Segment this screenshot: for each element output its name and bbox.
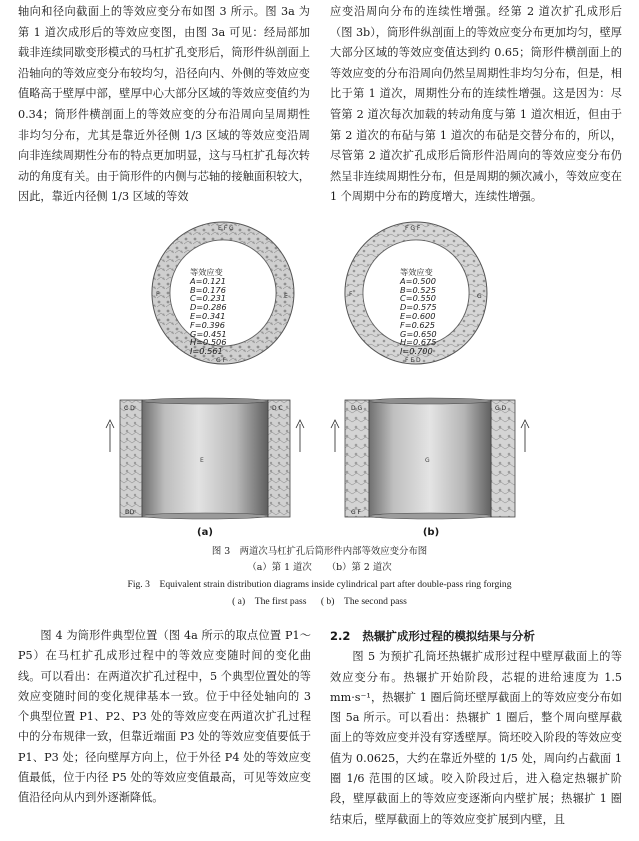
svg-text:F G F: F G F: [405, 225, 421, 232]
svg-text:G: G: [477, 293, 482, 300]
svg-text:E: E: [200, 457, 204, 464]
subcaption-en-b: ( b) The second pass: [320, 596, 407, 607]
svg-text:F: F: [156, 291, 160, 298]
section-title: 热辗扩成形过程的模拟结果与分析: [362, 629, 535, 643]
subfigure-label-b: (b): [422, 527, 440, 538]
legend-entry: I=0.561: [190, 346, 223, 357]
legend-entry: D=0.575: [400, 302, 437, 313]
legend-entry: G=0.451: [190, 328, 227, 339]
svg-text:DD: DD: [125, 509, 135, 516]
paragraph: 应变沿周向分布的连续性增强。经第 2 道次扩孔成形后（图 3b），筒形件纵剖面上的等效应变分布更加均匀，壁厚大部分区域的等效应变值达到约 0.65；筒形件横剖面上的等效应变的分布沿周向仍然呈周期性非均匀分布，但是，相比于第 1 道次，周期性分布的连续性增强。这是因为：尽管第 2 道次每次加载的转动角度与第 1 道次相近，但由于第 2 道次的布砧与第 1 道次的布砧是交替分布的，所以，尽管第 2 道次扩孔成形后筒形件沿周向的等效应变分布仍然呈非连续周期性分布，但是周期的频次减小，等效应变在 1 个周期中分布的跨度增大，连续性增强。: [330, 5, 622, 204]
section-number: 2.2: [330, 629, 351, 643]
svg-text:E F G: E F G: [218, 225, 234, 232]
cylinder-longitudinal-section-a: [100, 396, 310, 521]
svg-text:G F: G F: [216, 357, 227, 364]
figure-caption-cn: 图 3 两道次马杠扩孔后筒形件内部等效应变分布图: [211, 546, 428, 557]
legend-entry: C=0.550: [400, 293, 437, 304]
paragraph: 图 5 为预扩孔筒坯热辗扩成形过程中壁厚截面上的等效应变分布。热辗扩开始阶段，芯辊的进给速度为 1.5 mm·s⁻¹，热辗扩 1 圈后筒坯壁厚截面上的等效应变分布如图 5a 所示。可以看出：热辗扩 1 圈后，整个周向壁厚截面上的等效应变并没有穿透壁厚。筒坯咬入阶段的等效应变值为 0.0625，大约在靠近外壁的 1/5 处，周向约占截面 1 圈 1/6 范围的区域。咬入阶段过后，进入稳定热辗扩阶段，壁厚截面上的等效应变逐渐向内壁扩展；热辗扩 1 圈结束后，壁厚截面上的等效应变扩展到内壁，且: [330, 650, 622, 826]
legend-entry: D=0.286: [190, 302, 227, 313]
paragraph: 图 4 为筒形件典型位置（图 4a 所示的取点位置 P1～P5）在马杠扩孔成形过程中的等效应变随时间的变化曲线。可以看出：在两道次扩孔过程中，5 个典型位置处的等效应变随时间的变化规律基本一致。位于中径处轴向的 3 个典型位置 P1、P2、P3 处的等效应变在两道次扩孔过程中的分布规律一致，但靠近端面 P3 处的等效应变值要低于 P1、P3 处；径向壁厚方向上，位于外径 P4 处的等效应变值最低，位于内径 P5 处的等效应变值最高，可见等效应变值沿径向从内到外逐渐降低。: [18, 629, 311, 805]
legend-entry: A=0.500: [400, 275, 436, 286]
svg-text:G: G: [425, 457, 430, 464]
svg-text:G D: G D: [495, 405, 507, 412]
svg-text:G F: G F: [351, 509, 362, 516]
svg-text:D G: D G: [351, 405, 363, 412]
legend-entry: H=0.675: [400, 337, 437, 348]
figure-subcaption-cn: [0, 561, 639, 575]
cylinder-longitudinal-section-b: [325, 396, 535, 521]
text-column-right-bottom: [330, 626, 622, 830]
subcaption-en-a: ( a) The first pass: [232, 596, 307, 607]
legend-entry: G=0.650: [400, 328, 437, 339]
paragraph: 轴向和径向截面上的等效应变分布如图 3 所示。图 3a 为第 1 道次成形后的等效应变图，由图 3a 可见：经局部加载非连续同歇变形模式的马杠扩孔变形后，筒形件纵剖面上沿轴向的等效应变分布较均匀，沿径向内、外侧的等效应变值略高于壁厚中部，壁厚中心大部分区域的等效应变值约为 0.34；筒形件横剖面上的等效应变的分布沿周向呈周期性非均匀分布，尤其是靠近外径侧 1/3 区域的等效应变沿周向非连续周期性分布的特点更加明显，这与马杠扩孔每次转动的角度有关。由于筒形件的内侧与芯轴的接触面积较大，因此，靠近内径侧 1/3 区域的等效: [18, 5, 310, 204]
svg-text:D C: D C: [272, 405, 283, 412]
legend-entry: A=0.121: [190, 275, 226, 286]
legend-entry: C=0.231: [190, 293, 227, 304]
text-column-left-bottom: [18, 626, 311, 809]
legend-entry: F=0.625: [400, 319, 436, 330]
legend-a: [190, 268, 227, 356]
legend-entry: I=0.700: [400, 346, 433, 357]
legend-title: 等效应变: [400, 267, 433, 277]
legend-entry: B=0.176: [190, 284, 226, 295]
subfigure-label-a: (a): [197, 527, 213, 538]
figure-caption-en: Fig. 3 Equivalent strain distribution diagrams inside cylindrical part after double-pass ring forging: [127, 579, 512, 590]
legend-entry: E=0.341: [190, 310, 226, 321]
svg-text:C D: C D: [124, 405, 135, 412]
legend-entry: F=0.396: [190, 319, 226, 330]
svg-text:F E D: F E D: [405, 357, 421, 364]
svg-text:E: E: [284, 293, 288, 300]
section-heading: [330, 626, 622, 646]
legend-entry: H=0.506: [190, 337, 227, 348]
svg-text:F: F: [349, 291, 353, 298]
legend-b: [400, 268, 437, 356]
legend-entry: E=0.600: [400, 310, 436, 321]
legend-title: 等效应变: [190, 267, 223, 277]
subcaption-cn-a: （a）第 1 道次: [247, 562, 312, 573]
legend-entry: B=0.525: [400, 284, 436, 295]
subcaption-cn-b: （b）第 2 道次: [326, 562, 392, 573]
figure-subcaption-en: [0, 595, 639, 609]
